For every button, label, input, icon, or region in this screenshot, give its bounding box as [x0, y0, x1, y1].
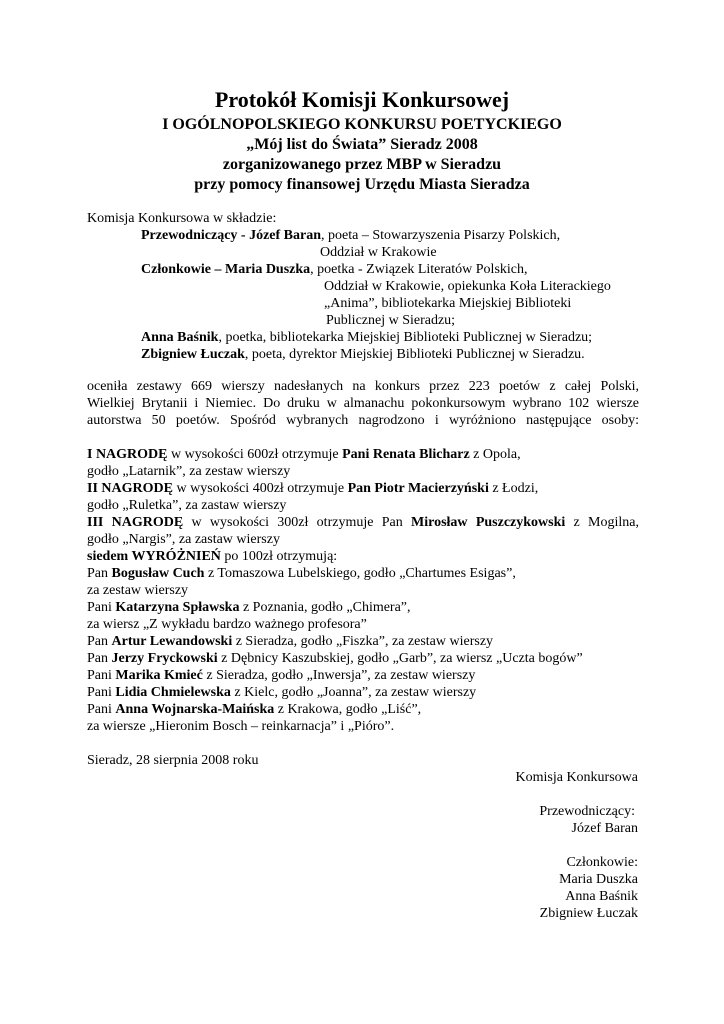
third-prize-winner: Mirosław Puszczykowski [411, 515, 566, 530]
third-prize-text: w wysokości 300zł otrzymuje Pan [183, 515, 412, 530]
mention-5 [87, 667, 475, 684]
mention-1-name: Bogusław Cuch [111, 566, 205, 581]
mention-7 [87, 701, 421, 718]
mention-6-details: z Kielc, godło „Joanna”, za zestaw wierszy [230, 685, 477, 700]
member3-description: , poeta, dyrektor Miejskiej Biblioteki Publicznej w Sieradzu. [244, 347, 585, 362]
honorable-mentions-label: siedem WYRÓŻNIEŃ [87, 549, 221, 564]
summary-line-2: Wielkiej Brytanii i Niemiec. Do druku w almanachu pokonkursowym wybrano 102 wiersze [87, 396, 639, 411]
signature-member-1: Maria Duszka [559, 872, 638, 887]
signature-member-2: Anna Baśnik [565, 889, 638, 904]
mention-2-title: Pani [87, 600, 116, 615]
summary-paragraph [87, 378, 639, 429]
third-prize-motto: godło „Nargis”, za zastaw wierszy [87, 532, 280, 547]
organizer-line: zorganizowanego przez MBP w Sieradzu [222, 156, 502, 173]
mention-5-title: Pani [87, 668, 116, 683]
mention-3-details: z Sieradza, godło „Fiszka”, za zestaw wierszy [232, 634, 494, 649]
member1-description: , poetka - Związek Literatów Polskich, [310, 262, 528, 277]
member1-description-cont3: Publicznej w Sieradzu; [326, 313, 456, 328]
mention-2 [87, 599, 411, 616]
mention-4-title: Pan [87, 651, 112, 666]
first-prize-city: z Opola, [469, 447, 521, 462]
first-prize-label: I NAGRODĘ [87, 447, 168, 462]
third-prize-line [87, 514, 639, 531]
chair-description: , poeta – Stowarzyszenia Pisarzy Polskich, [321, 228, 561, 243]
mention-7-details: z Krakowa, godło „Liść”, [274, 702, 422, 717]
mention-2-details: z Poznania, godło „Chimera”, [239, 600, 411, 615]
committee-member2 [141, 329, 592, 346]
honorable-mentions-heading [87, 548, 337, 565]
mention-6 [87, 684, 476, 701]
first-prize-text: w wysokości 600zł otrzymuje [167, 447, 343, 462]
mention-7-cont: za wiersze „Hieronim Bosch – reinkarnacja” i „Pióro”. [87, 719, 395, 734]
mention-7-name: Anna Wojnarska-Maińska [115, 702, 275, 717]
mention-2-cont: za wiersz „Z wykładu bardzo ważnego profesora” [87, 617, 367, 632]
second-prize-label: II NAGRODĘ [87, 481, 173, 496]
document-date: Sieradz, 28 sierpnia 2008 roku [87, 753, 259, 768]
second-prize-motto: godło „Ruletka”, za zastaw wierszy [87, 498, 287, 513]
first-prize-winner: Pani Renata Blicharz [342, 447, 470, 462]
member2-name: Anna Baśnik [141, 330, 219, 345]
mention-2-name: Katarzyna Spławska [115, 600, 240, 615]
second-prize [87, 480, 538, 497]
mention-3-title: Pan [87, 634, 112, 649]
committee-members [141, 261, 528, 278]
committee-member3 [141, 346, 585, 363]
mention-5-name: Marika Kmieć [115, 668, 203, 683]
mention-1 [87, 565, 516, 582]
document-title: Protokół Komisji Konkursowej [214, 87, 510, 112]
committee-chair [141, 227, 560, 244]
mention-5-details: z Sieradza, godło „Inwersja”, za zestaw wierszy [202, 668, 476, 683]
second-prize-text: w wysokości 400zł otrzymuje [172, 481, 348, 496]
member1-description-cont2: „Anima”, bibliotekarka Miejskiej Biblioteki [324, 296, 572, 311]
honorable-mentions-text: po 100zł otrzymują: [220, 549, 338, 564]
third-prize-city: z Mogilna, [565, 515, 639, 530]
mention-6-name: Lidia Chmielewska [115, 685, 231, 700]
mention-1-title: Pan [87, 566, 112, 581]
mention-4-details: z Dębnicy Kaszubskiej, godło „Garb”, za wiersz „Uczta bogów” [217, 651, 583, 666]
members-label: Członkowie – Maria Duszka [141, 262, 311, 277]
mention-7-title: Pani [87, 702, 116, 717]
mention-6-title: Pani [87, 685, 116, 700]
second-prize-city: z Łodzi, [488, 481, 539, 496]
first-prize [87, 446, 521, 463]
member3-name: Zbigniew Łuczak [141, 347, 245, 362]
summary-line-1: oceniła zestawy 669 wierszy nadesłanych na konkurs przez 223 poetów z całej Polski, [87, 379, 639, 394]
summary-line-3: autorstwa 50 poetów. Spośród wybranych nagrodzono i wyróżniono następujące osoby: [87, 413, 639, 428]
signature-org: Komisja Konkursowa [515, 770, 638, 785]
mention-1-details: z Tomaszowa Lubelskiego, godło „Chartumes Esigas”, [204, 566, 516, 581]
signature-chair-name: Józef Baran [571, 821, 638, 836]
first-prize-motto: godło „Latarnik”, za zestaw wierszy [87, 464, 291, 479]
third-prize [87, 514, 639, 531]
member1-description-cont: Oddział w Krakowie, opiekunka Koła Literackiego [324, 279, 611, 294]
mention-4-name: Jerzy Fryckowski [111, 651, 218, 666]
mention-3-name: Artur Lewandowski [111, 634, 233, 649]
mention-3 [87, 633, 493, 650]
funding-line: przy pomocy finansowej Urzędu Miasta Sieradza [194, 176, 530, 193]
contest-name: „Mój list do Świata” Sieradz 2008 [246, 136, 478, 153]
third-prize-label: III NAGRODĘ [87, 515, 184, 530]
signature-chair-title: Przewodniczący: [539, 804, 635, 819]
mention-1-cont: za zestaw wierszy [87, 583, 189, 598]
signature-members-title: Członkowie: [566, 855, 638, 870]
chair-description-cont: Oddział w Krakowie [320, 245, 437, 260]
contest-edition: I OGÓLNOPOLSKIEGO KONKURSU POETYCKIEGO [162, 116, 562, 133]
chair-label: Przewodniczący - Józef Baran [141, 228, 321, 243]
member2-description: , poetka, bibliotekarka Miejskiej Biblioteki Publicznej w Sieradzu; [218, 330, 593, 345]
signature-member-3: Zbigniew Łuczak [539, 906, 638, 921]
second-prize-winner: Pan Piotr Macierzyński [347, 481, 489, 496]
mention-4 [87, 650, 583, 667]
committee-intro: Komisja Konkursowa w składzie: [87, 211, 277, 226]
